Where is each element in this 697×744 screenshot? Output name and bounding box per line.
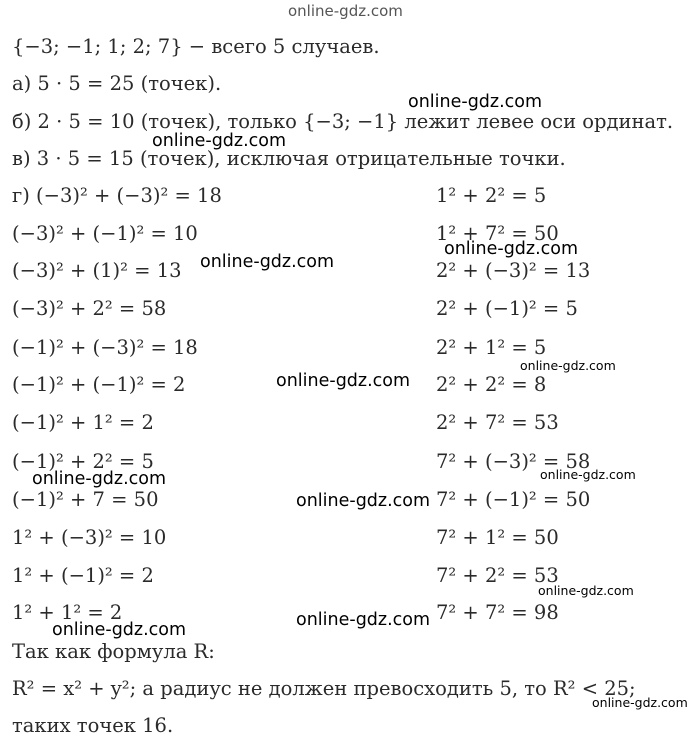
header-watermark: online-gdz.com bbox=[288, 2, 403, 20]
watermark: online-gdz.com bbox=[408, 92, 543, 112]
left-eq-10: 1² + (−3)² = 10 bbox=[12, 526, 167, 549]
left-eq-9: (−1)² + 7 = 50 bbox=[12, 488, 159, 511]
watermark: online-gdz.com bbox=[32, 469, 167, 489]
watermark: online-gdz.com bbox=[200, 252, 335, 272]
watermark: online-gdz.com bbox=[592, 695, 688, 710]
watermark: online-gdz.com bbox=[538, 583, 634, 598]
right-eq-7: 2² + 7² = 53 bbox=[436, 411, 559, 434]
watermark: online-gdz.com bbox=[296, 491, 431, 511]
right-eq-4: 2² + (−1)² = 5 bbox=[436, 297, 578, 320]
watermark: online-gdz.com bbox=[540, 467, 636, 482]
watermark: online-gdz.com bbox=[152, 131, 287, 151]
part-a: а) 5 · 5 = 25 (точек). bbox=[12, 72, 222, 95]
left-eq-11: 1² + (−1)² = 2 bbox=[12, 564, 154, 587]
left-eq-12: 1² + 1² = 2 bbox=[12, 601, 123, 624]
watermark: online-gdz.com bbox=[520, 358, 616, 373]
right-eq-12: 7² + 7² = 98 bbox=[436, 601, 559, 624]
right-eq-6: 2² + 2² = 8 bbox=[436, 373, 547, 396]
right-eq-1: 1² + 2² = 5 bbox=[436, 184, 547, 207]
right-eq-8: 7² + (−3)² = 58 bbox=[436, 450, 591, 473]
watermark: online-gdz.com bbox=[444, 239, 579, 259]
left-eq-2: (−3)² + (−1)² = 10 bbox=[12, 222, 198, 245]
right-eq-2: 1² + 7² = 50 bbox=[436, 222, 559, 245]
left-eq-1: г) (−3)² + (−3)² = 18 bbox=[12, 184, 222, 207]
left-eq-6: (−1)² + (−1)² = 2 bbox=[12, 373, 186, 396]
watermark: online-gdz.com bbox=[52, 620, 187, 640]
intro-line: {−3; −1; 1; 2; 7} − всего 5 случаев. bbox=[12, 35, 380, 58]
conclusion-line-2: R² = x² + y²; а радиус не должен превосходить 5, то R² < 25; bbox=[12, 677, 636, 700]
left-eq-4: (−3)² + 2² = 58 bbox=[12, 297, 167, 320]
left-eq-3: (−3)² + (1)² = 13 bbox=[12, 259, 182, 282]
conclusion-line-1: Так как формула R: bbox=[12, 640, 215, 663]
right-eq-11: 7² + 2² = 53 bbox=[436, 564, 559, 587]
right-eq-9: 7² + (−1)² = 50 bbox=[436, 488, 591, 511]
part-b: б) 2 · 5 = 10 (точек), только {−3; −1} лежит левее оси ординат. bbox=[12, 110, 674, 133]
right-eq-10: 7² + 1² = 50 bbox=[436, 526, 559, 549]
part-v: в) 3 · 5 = 15 (точек), исключая отрицательные точки. bbox=[12, 147, 566, 170]
right-eq-3: 2² + (−3)² = 13 bbox=[436, 259, 591, 282]
left-eq-8: (−1)² + 2² = 5 bbox=[12, 450, 154, 473]
watermark: online-gdz.com bbox=[296, 610, 431, 630]
conclusion-line-3: таких точек 16. bbox=[12, 714, 174, 737]
watermark: online-gdz.com bbox=[276, 371, 411, 391]
right-eq-5: 2² + 1² = 5 bbox=[436, 336, 547, 359]
left-eq-7: (−1)² + 1² = 2 bbox=[12, 411, 154, 434]
left-eq-5: (−1)² + (−3)² = 18 bbox=[12, 336, 198, 359]
